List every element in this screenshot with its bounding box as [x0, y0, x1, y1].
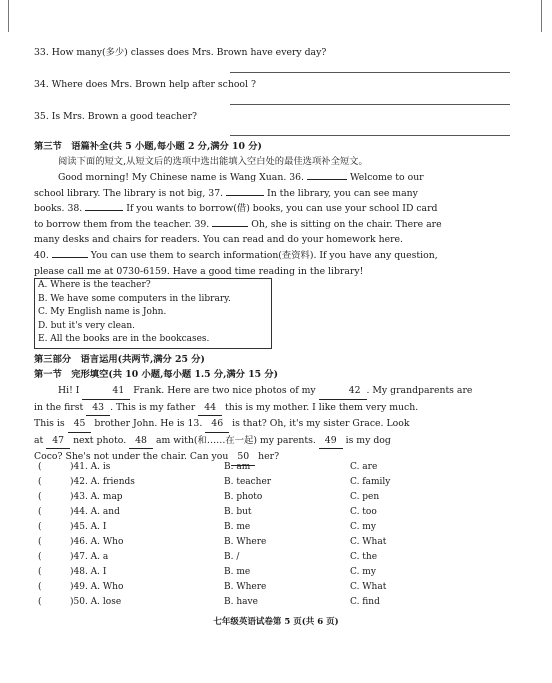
question-33: 33. How many(多少) classes does Mrs. Brown have every day? [34, 47, 327, 58]
passage-text: Welcome to our [349, 172, 424, 183]
passage [34, 170, 512, 279]
answer-paren[interactable]: ( [38, 597, 42, 607]
cloze-text: Frank. Here are two nice photos of my [133, 385, 316, 396]
cloze-blank-41[interactable]: 41 [82, 383, 130, 400]
blank-37[interactable] [226, 186, 264, 196]
cloze-line [34, 400, 512, 417]
passage-line [34, 186, 512, 202]
cloze-text: is my dog [345, 434, 391, 446]
cloze-blank-44[interactable]: 44 [198, 400, 222, 417]
cloze-text: am with(和……在一起) my parents. [155, 434, 316, 446]
page-footer: 七年级英语试卷第 5 页(共 6 页) [213, 617, 339, 627]
part-title: 第三部分 语言运用(共两节,满分 25 分) [34, 354, 205, 365]
option-b: B. We have some computers in the library. [38, 293, 231, 304]
choice-row-48 [34, 567, 514, 581]
cloze-text: next photo. [73, 434, 127, 446]
passage-line [34, 248, 512, 264]
section-instruction: 阅读下面的短文,从短文后的选项中选出能填入空白处的最佳选项补全短文。 [58, 156, 368, 167]
cloze-text: in the first [34, 401, 84, 413]
option-b[interactable]: B. teacher [224, 477, 272, 487]
cloze-blank-48[interactable]: 48 [129, 433, 153, 450]
passage-text: Oh, she is sitting on the chair. There are [251, 218, 442, 230]
answer-line-34[interactable] [230, 104, 510, 105]
option-b[interactable]: B. but [224, 507, 252, 517]
blank-39[interactable] [212, 217, 248, 227]
passage-text: books. 38. [34, 203, 83, 215]
option-c[interactable]: C. find [350, 597, 380, 607]
passage-text: You can use them to search information(查资料). If you have any question, [90, 249, 438, 261]
answer-paren[interactable]: ( [38, 582, 42, 592]
option-a[interactable]: )42. A. friends [70, 477, 135, 487]
option-c[interactable]: C. my [350, 522, 376, 532]
option-b[interactable]: B. photo [224, 492, 263, 502]
blank-36[interactable] [307, 170, 347, 180]
passage-text: many desks and chairs for readers. You can read and do your homework here. [34, 234, 403, 246]
passage-line [34, 201, 512, 217]
option-c[interactable]: C. too [350, 507, 377, 517]
cloze-passage [34, 383, 512, 466]
answer-paren[interactable]: ( [38, 492, 42, 502]
cloze-blank-42[interactable]: 42 [319, 383, 367, 400]
option-c[interactable]: C. my [350, 567, 376, 577]
option-a[interactable]: )43. A. map [70, 492, 123, 502]
passage-text: school library. The library is not big, 37. [34, 187, 224, 199]
option-b[interactable]: B. me [224, 567, 251, 577]
option-a[interactable]: )41. A. is [70, 462, 111, 472]
answer-paren[interactable]: ( [38, 507, 42, 517]
answer-paren[interactable]: ( [38, 537, 42, 547]
answer-paren[interactable]: ( [38, 567, 42, 577]
options-box [34, 278, 272, 349]
blank-40[interactable] [52, 248, 88, 258]
cloze-blank-46[interactable]: 46 [205, 416, 229, 433]
page-corner-mark [8, 0, 9, 32]
cloze-blank-43[interactable]: 43 [86, 400, 110, 417]
cloze-text: Coco? She's not under the chair. Can you [34, 451, 229, 463]
cloze-text: is that? Oh, it's my sister Grace. Look [232, 418, 410, 430]
option-d: D. but it's very clean. [38, 320, 136, 331]
option-b[interactable]: B. am [224, 462, 251, 472]
passage-line [34, 217, 512, 233]
cloze-blank-50[interactable]: 50 [231, 449, 255, 466]
passage-text: please call me at 0730-6159. Have a good time reading in the library! [34, 265, 364, 277]
option-c[interactable]: C. What [350, 582, 387, 592]
blank-38[interactable] [85, 201, 123, 211]
option-e: E. All the books are in the bookcases. [38, 334, 210, 344]
cloze-section-title: 第一节 完形填空(共 10 小题,每小题 1.5 分,满分 15 分) [34, 369, 279, 380]
choice-row-45 [34, 522, 514, 536]
cloze-blank-45[interactable]: 45 [68, 416, 92, 433]
option-b[interactable]: B. have [224, 597, 258, 607]
cloze-blank-49[interactable]: 49 [319, 433, 343, 450]
answer-paren[interactable]: ( [38, 552, 42, 562]
option-c[interactable]: C. pen [350, 492, 380, 502]
page-corner-mark [541, 0, 542, 32]
cloze-text: . My grandparents are [366, 385, 473, 396]
cloze-text: brother John. He is 13. [94, 418, 203, 430]
option-c[interactable]: C. the [350, 552, 378, 562]
cloze-line [34, 416, 512, 433]
passage-text: Good morning! My Chinese name is Wang Xuan. 36. [58, 172, 305, 183]
option-a[interactable]: )48. A. I [70, 567, 107, 577]
cloze-line [34, 433, 512, 450]
option-a[interactable]: )46. A. Who [70, 537, 124, 547]
cloze-blank-47[interactable]: 47 [46, 433, 70, 450]
option-a[interactable]: )45. A. I [70, 522, 107, 532]
passage-text: to borrow them from the teacher. 39. [34, 218, 210, 230]
option-b[interactable]: B. Where [224, 537, 267, 547]
option-a[interactable]: )44. A. and [70, 507, 120, 517]
cloze-text: her? [258, 451, 280, 463]
choice-row-42 [34, 477, 514, 491]
answer-paren[interactable]: ( [38, 477, 42, 487]
cloze-text: at [34, 434, 44, 446]
passage-text: 40. [34, 249, 49, 261]
option-c[interactable]: C. are [350, 462, 378, 472]
passage-line [34, 170, 512, 186]
option-a: A. Where is the teacher? [38, 280, 151, 290]
choice-row-43 [34, 492, 514, 506]
option-a[interactable]: )49. A. Who [70, 582, 124, 592]
option-b[interactable]: B. / [224, 552, 240, 562]
question-34: 34. Where does Mrs. Brown help after school ? [34, 79, 256, 90]
option-c: C. My English name is John. [38, 307, 167, 317]
question-35: 35. Is Mrs. Brown a good teacher? [34, 111, 198, 122]
choice-row-41 [34, 462, 514, 476]
choice-row-49 [34, 582, 514, 596]
option-a[interactable]: )50. A. lose [70, 597, 122, 607]
section-title: 第三节 语篇补全(共 5 小题,每小题 2 分,满分 10 分) [34, 141, 262, 152]
option-c[interactable]: C. What [350, 537, 387, 547]
cloze-text: This is [34, 418, 65, 430]
option-b[interactable]: B. me [224, 522, 251, 532]
option-c[interactable]: C. family [350, 477, 391, 487]
choice-row-44 [34, 507, 514, 521]
cloze-line [34, 383, 512, 400]
choice-row-50 [34, 597, 514, 611]
answer-paren[interactable]: ( [38, 462, 42, 472]
passage-text: If you wants to borrow(借) books, you can use your school ID card [126, 203, 438, 215]
answer-paren[interactable]: ( [38, 522, 42, 532]
cloze-text: Hi! I [58, 385, 80, 396]
answer-line-33[interactable] [230, 72, 510, 73]
option-a[interactable]: )47. A. a [70, 552, 109, 562]
cloze-text: . This is my father [110, 401, 196, 413]
cloze-text: this is my mother. I like them very much. [225, 401, 419, 413]
choice-row-47 [34, 552, 514, 566]
choice-row-46 [34, 537, 514, 551]
answer-line-35[interactable] [230, 135, 510, 136]
option-b[interactable]: B. Where [224, 582, 267, 592]
passage-text: In the library, you can see many [267, 187, 418, 199]
